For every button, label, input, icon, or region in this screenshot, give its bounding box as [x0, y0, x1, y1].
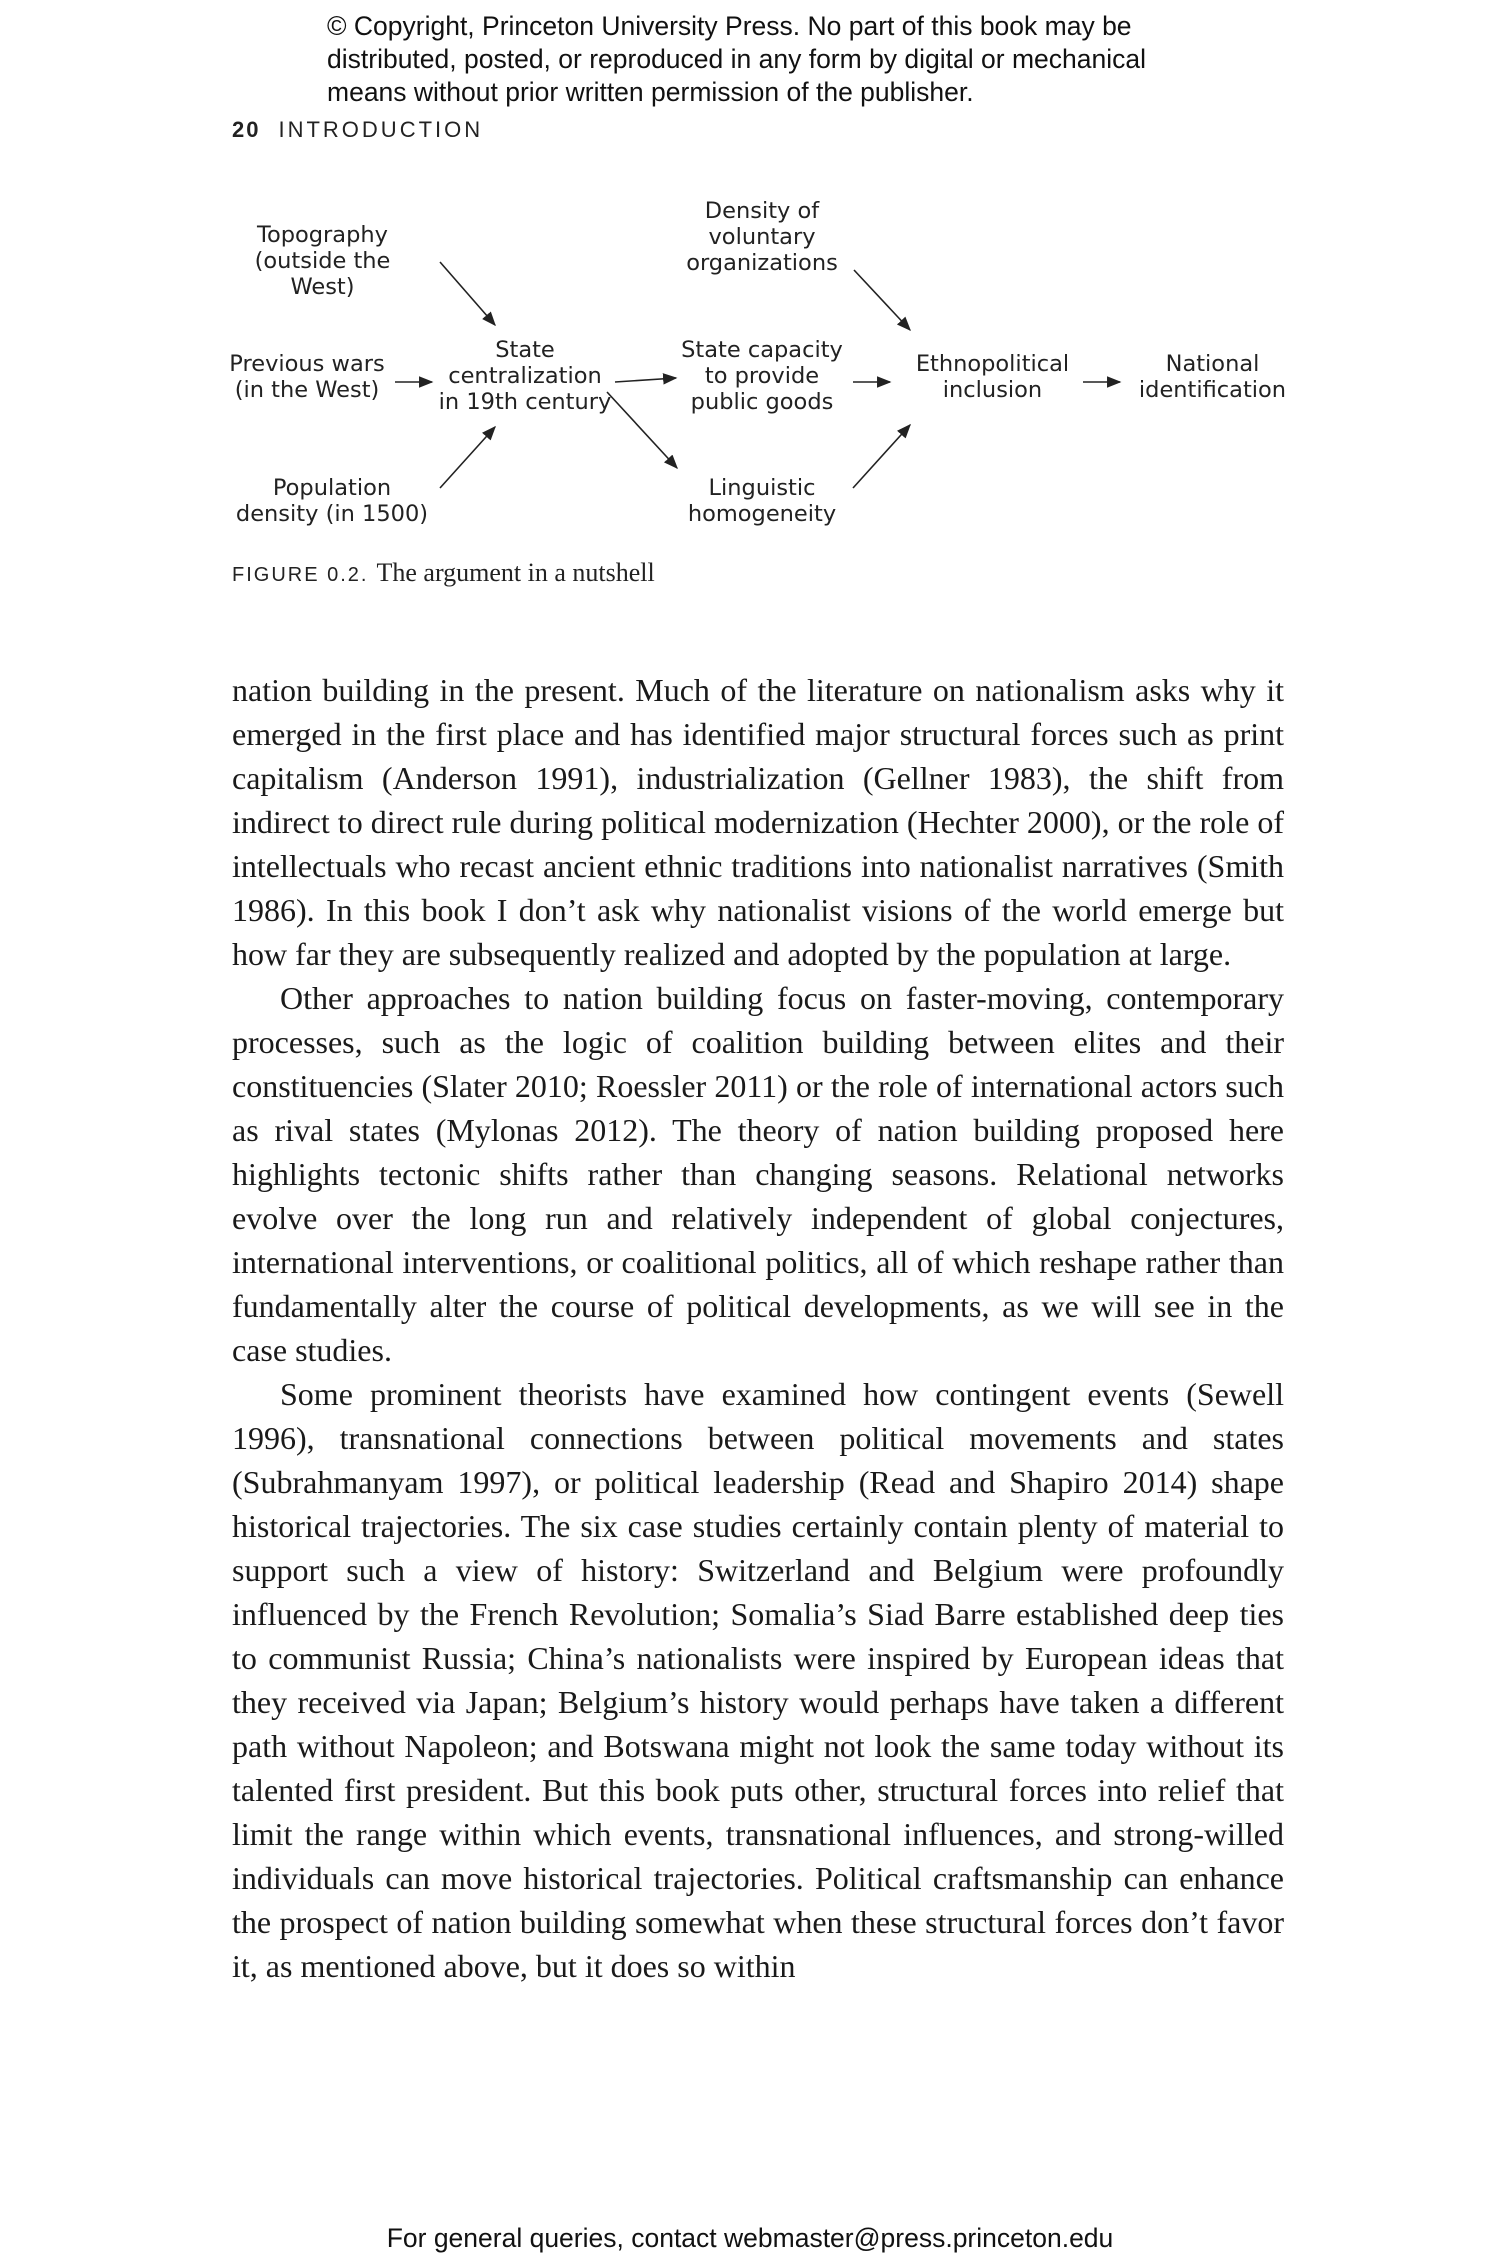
argument-diagram [0, 0, 1500, 600]
node-state-capacity: State capacity to provide public goods [681, 337, 843, 415]
copyright-line-1: © Copyright, Princeton University Press. No part of this book may be [327, 11, 1132, 41]
paragraph-1: nation building in the present. Much of the literature on nationalism asks why it emerged in the first place and has identified major structural forces such as print capitalism (Anderson 1991), industrialization (Gellner 1983), the shift from indirect to direct rule during political modernization (Hechter 2000), or the role of intellectuals who recast ancient ethnic traditions into nationalist narratives (Smith 1986). In this book I don’t ask why nationalist visions of the world emerge but how far they are subsequently realized and adopted by the population at large. [232, 672, 1284, 972]
body-text [232, 668, 1284, 1988]
node-linguistic-homogeneity: Linguistic homogeneity [687, 475, 837, 527]
node-ethnopolitical-inclusion: Ethnopolitical inclusion [915, 351, 1070, 403]
arrow-linguistic-to-inclusion [853, 425, 910, 488]
arrow-centralization-to-linguistic [607, 392, 677, 468]
page-number: 20 [232, 117, 261, 142]
paragraph-2: Other approaches to nation building focus on faster-moving, contemporary processes, such as the logic of coalition building between elites and their constituencies (Slater 2010; Roessler 2011) or the role of international actors such as rival states (Mylonas 2012). The theory of nation building proposed here highlights tectonic shifts rather than changing seasons. Relational networks evolve over the long run and relatively independent of global conjectures, international interventions, or coalitional politics, all of which reshape rather than fundamentally alter the course of political developments, as we will see in the case studies. [232, 980, 1284, 1368]
paragraph-3: Some prominent theorists have examined how contingent events (Sewell 1996), transnational connections between political movements and states (Subrahmanyam 1997), or political leadership (Read and Shapiro 2014) shape historical trajectories. The six case studies certainly contain plenty of material to support such a view of history: Switzerland and Belgium were profoundly influenced by the French Revolution; Somalia’s Siad Barre established deep ties to communist Russia; China’s nationalists were inspired by European ideas that they received via Japan; Belgium’s history would perhaps have taken a different path without Napoleon; and Botswana might not look the same today without its talented first president. But this book puts other, structural forces into relief that limit the range within which events, transnational influences, and strong-willed individuals can move historical trajectories. Political craftsmanship can enhance the prospect of nation building somewhat when these structural forces don’t favor it, as mentioned above, but it does so within [232, 1376, 1284, 1984]
arrow-centralization-to-capacity [615, 378, 676, 382]
footer-contact: For general queries, contact webmaster@press.princeton.edu [386, 2223, 1114, 2253]
arrow-voluntary-to-inclusion [854, 270, 910, 330]
figure-caption-text: The argument in a nutshell [370, 558, 655, 587]
node-topography: Topography (outside the West) [254, 222, 391, 300]
arrow-topography-to-centralization [440, 262, 495, 325]
figure-label: FIGURE 0.2. [232, 564, 369, 586]
arrow-population-to-centralization [440, 427, 495, 488]
node-voluntary-organizations: Density of voluntary organizations [686, 198, 838, 276]
figure-caption [232, 558, 655, 588]
section-title: INTRODUCTION [278, 117, 484, 142]
node-national-identification: National identification [1138, 351, 1287, 403]
node-state-centralization: State centralization in 19th century [438, 337, 612, 415]
copyright-line-2: distributed, posted, or reproduced in any form by digital or mechanical [327, 44, 1146, 74]
node-population-density: Population density (in 1500) [235, 475, 429, 527]
node-previous-wars: Previous wars (in the West) [229, 351, 385, 403]
copyright-line-3: means without prior written permission of the publisher. [327, 77, 974, 107]
